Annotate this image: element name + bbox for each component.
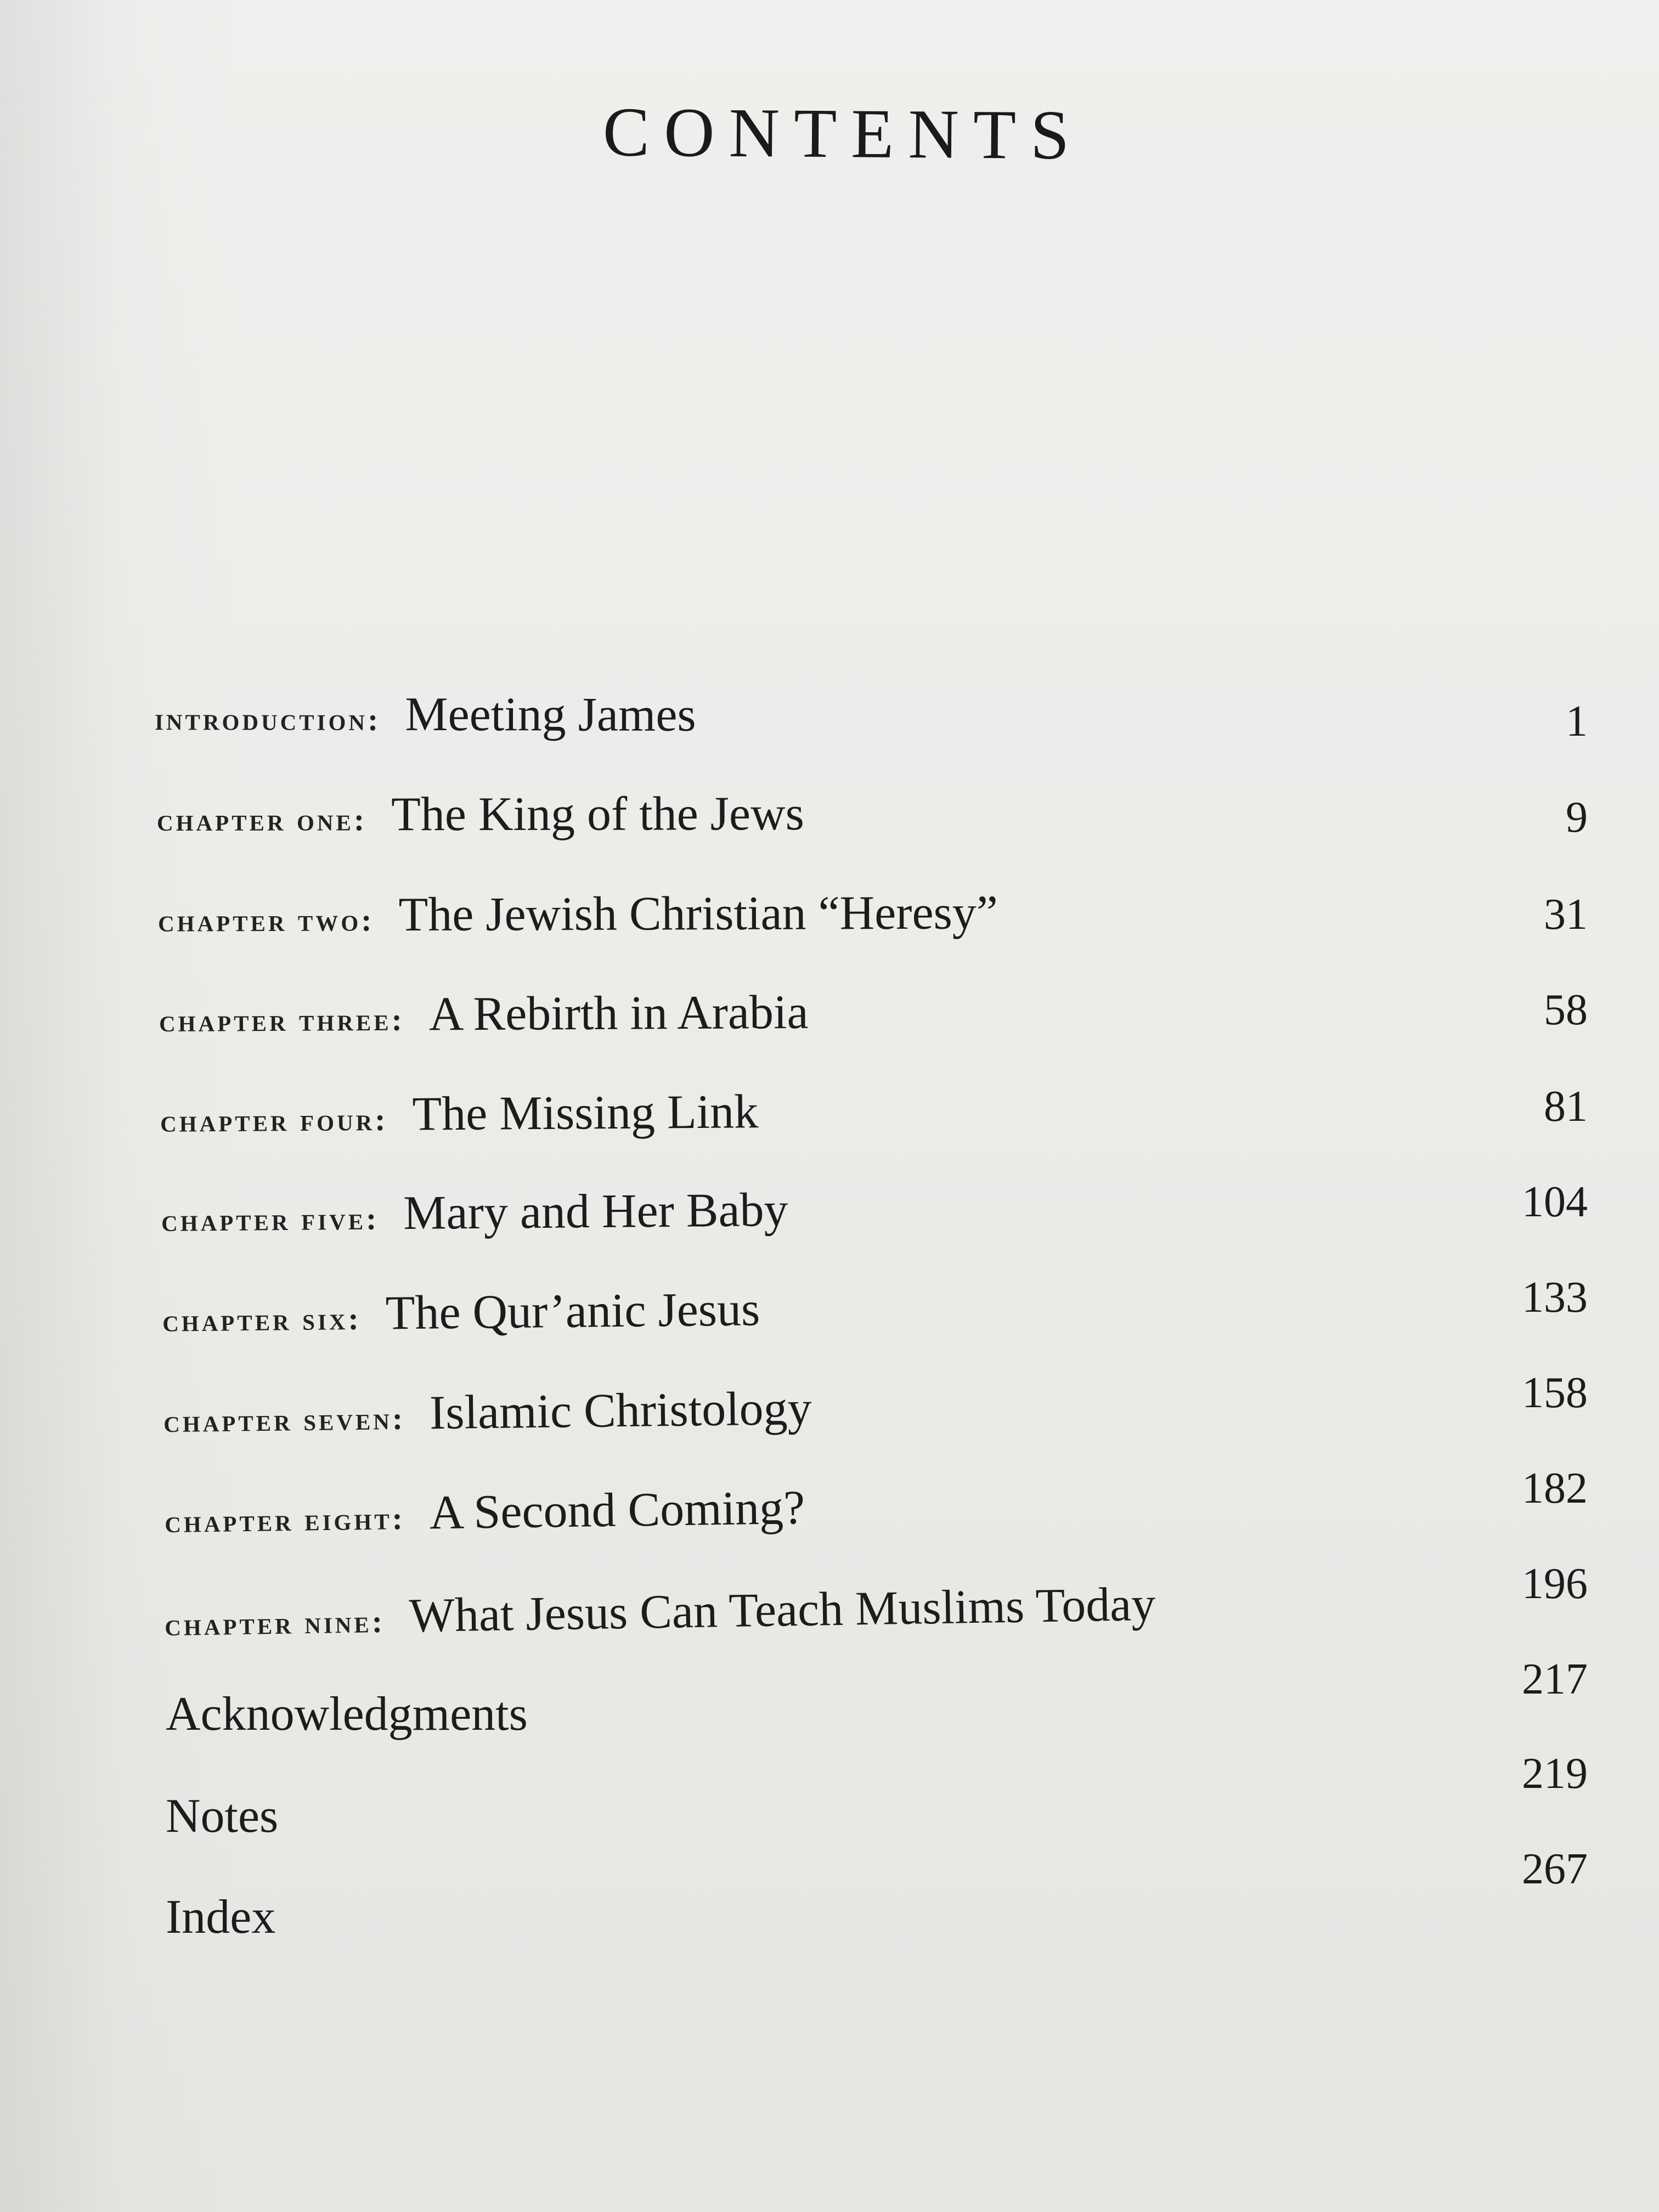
entry-title: Index [166, 1891, 276, 1944]
entry-page-number: 58 [1544, 986, 1588, 1034]
entry-title: The Missing Link [412, 1085, 759, 1141]
entry-title: A Second Coming? [429, 1481, 805, 1540]
entry-page-number: 1 [1566, 697, 1588, 746]
entry-label: chapter nine: [164, 1603, 386, 1643]
entry-page-number: 9 [1566, 793, 1588, 842]
entry-title: A Rebirth in Arabia [428, 985, 809, 1041]
entry-title: What Jesus Can Teach Muslims Today [409, 1577, 1156, 1643]
entry-label: chapter two: [157, 902, 375, 939]
entry-label: chapter one: [156, 802, 368, 838]
entry-label: chapter seven: [163, 1400, 406, 1440]
entry-page-number: 158 [1522, 1369, 1588, 1417]
entry-title: Islamic Christology [429, 1381, 812, 1440]
entry-page-number: 81 [1544, 1082, 1588, 1131]
entry-label: chapter eight: [164, 1500, 406, 1540]
entry-title: Meeting James [405, 687, 696, 742]
entry-label: introduction: [154, 701, 381, 737]
entry-label: chapter six: [162, 1300, 362, 1339]
entry-page-number: 217 [1522, 1655, 1588, 1703]
entry-page-number: 196 [1522, 1560, 1588, 1608]
entry-title: Acknowledgments [166, 1688, 528, 1741]
entry-page-number: 267 [1522, 1845, 1588, 1893]
entry-label: chapter three: [159, 1001, 405, 1039]
entry-page-number: 219 [1522, 1750, 1588, 1798]
entry-page-number: 104 [1522, 1178, 1588, 1226]
contents-heading: CONTENTS [602, 93, 1084, 174]
entry-title: The Qur’anic Jesus [385, 1283, 760, 1340]
entry-label: chapter four: [160, 1101, 388, 1139]
entry-title: Notes [166, 1790, 279, 1843]
entry-page-number: 31 [1544, 890, 1588, 939]
entry-label: chapter five: [161, 1200, 380, 1238]
entry-title: The Jewish Christian “Heresy” [398, 886, 998, 942]
entry-title: Mary and Her Baby [403, 1183, 788, 1240]
entry-page-number: 133 [1522, 1273, 1588, 1322]
entry-title: The King of the Jews [391, 787, 804, 842]
entry-page-number: 182 [1522, 1464, 1588, 1513]
